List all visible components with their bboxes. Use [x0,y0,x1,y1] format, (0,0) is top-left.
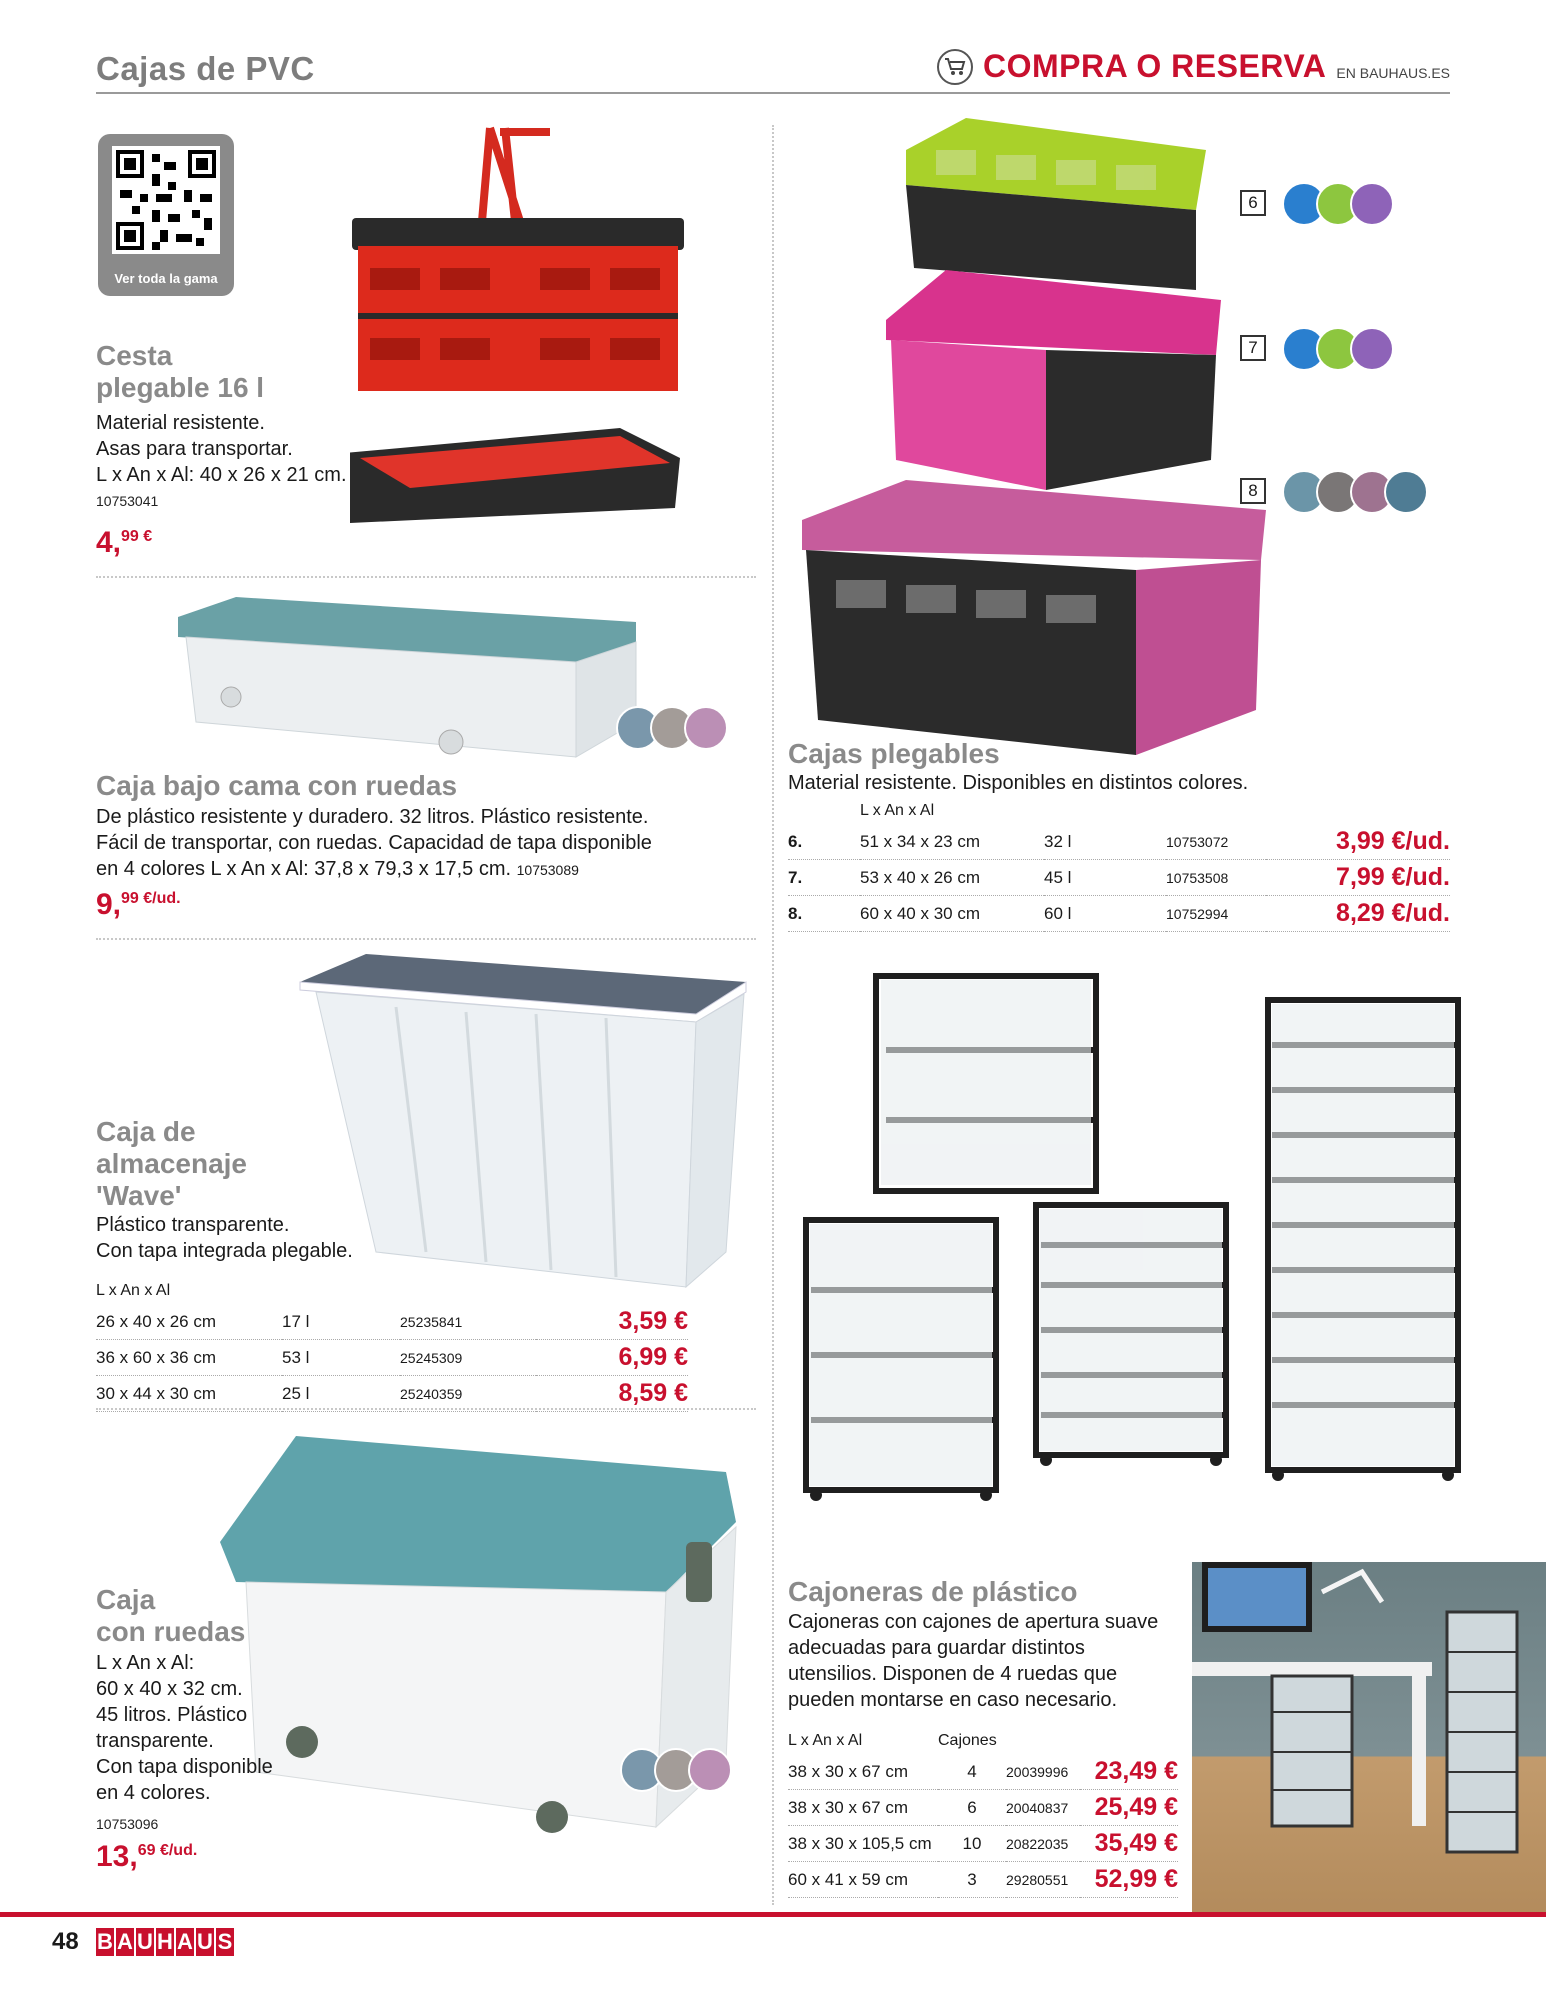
ruedas-code: 10753096 [96,1816,159,1832]
swatch-teal[interactable] [1384,470,1428,514]
ruedas-desc-6: en 4 colores. [96,1782,211,1804]
plegables-title: Cajas plegables [788,738,1000,769]
cajas-plegables-image [796,110,1266,770]
caja-bajo-cama-image [176,592,646,767]
bajo-cama-code: 10753089 [516,862,579,878]
table-row [788,896,1450,932]
plegables-code: 10753508 [1166,860,1266,896]
compra-site: EN BAUHAUS.ES [1336,64,1450,81]
cesta-desc-3: L x An x Al: 40 x 26 x 21 cm. [96,464,347,486]
compra-label: COMPRA O RESERVA [982,48,1327,84]
bauhaus-logo[interactable]: B A U H A U S [97,1929,233,1954]
wave-title-3: 'Wave' [96,1180,182,1211]
divider [96,576,756,578]
wave-price: 6,99 € [536,1340,688,1376]
ruedas-desc-4: transparente. [96,1730,214,1752]
cajoneras-code: 20039996 [1006,1754,1080,1790]
ruedas-price-int: 13, [96,1840,138,1873]
cajoneras-desc-2: adecuadas para guardar distintos [788,1637,1085,1659]
cesta-code: 10753041 [96,493,159,509]
ruedas-desc-3: 45 litros. Plástico [96,1704,248,1726]
qr-label: Ver toda la gama [114,271,218,286]
variant-7-number: 7 [1240,335,1266,361]
table-row [788,1826,1178,1862]
swatch-purple[interactable] [1350,182,1394,226]
cajoneras-count: 10 [938,1826,1006,1862]
cajoneras-count: 6 [938,1790,1006,1826]
qr-card[interactable] [98,134,234,296]
wave-dim: 30 x 44 x 30 cm [96,1376,282,1412]
cesta-desc-2: Asas para transportar. [96,438,293,460]
cajoneras-dim: 60 x 41 x 59 cm [788,1862,938,1898]
column-divider [772,125,774,1905]
caja-wave-image [296,952,756,1292]
wave-code: 25235841 [400,1304,536,1340]
plegables-desc: Material resistente. Disponibles en distintos colores. [788,772,1249,794]
plegables-vol: 45 l [1044,860,1166,896]
wave-dim: 26 x 40 x 26 cm [96,1304,282,1340]
wave-dim: 36 x 60 x 36 cm [96,1340,282,1376]
cajoneras-count: 4 [938,1754,1006,1790]
wave-vol: 53 l [282,1340,400,1376]
plegables-dim: 51 x 34 x 23 cm [860,824,1044,860]
divider [96,938,756,940]
ruedas-price [96,1840,197,1874]
divider [96,1408,756,1410]
compra-banner[interactable] [937,48,1450,85]
cajoneras-count: 3 [938,1862,1006,1898]
plegables-table [788,802,1450,932]
cajoneras-price: 52,99 € [1080,1862,1178,1898]
cajoneras-title: Cajoneras de plástico [788,1576,1078,1607]
cajoneras-dim: 38 x 30 x 67 cm [788,1754,938,1790]
page-number: 48 [52,1928,79,1955]
wave-table-header: L x An x Al [96,1282,171,1299]
cajoneras-header-cajones: Cajones [938,1732,997,1749]
cajoneras-header-dim: L x An x Al [788,1732,863,1749]
ruedas-title-1: Caja [96,1584,156,1615]
footer-rule [0,1912,1546,1917]
table-row [788,860,1450,896]
plegables-price: 7,99 €/ud. [1266,860,1450,896]
ruedas-desc-2: 60 x 40 x 32 cm. [96,1678,243,1700]
bajo-cama-title: Caja bajo cama con ruedas [96,770,458,801]
plegables-dim: 60 x 40 x 30 cm [860,896,1044,932]
wave-vol: 25 l [282,1376,400,1412]
wave-title-1: Caja de [96,1116,196,1147]
table-row [788,824,1450,860]
bajo-cama-price-int: 9, [96,888,122,921]
qr-code-icon [112,146,220,254]
table-row [96,1340,688,1376]
wave-code: 25245309 [400,1340,536,1376]
variant-6-swatches [1292,182,1394,226]
plegables-vol: 60 l [1044,896,1166,932]
cajoneras-price: 35,49 € [1080,1826,1178,1862]
bajo-cama-swatches [626,706,728,750]
ruedas-swatches [630,1748,732,1792]
room-photo [1192,1562,1546,1916]
bajo-cama-price [96,888,181,922]
cesta-price-int: 4, [96,526,122,559]
wave-vol: 17 l [282,1304,400,1340]
cajoneras-price: 23,49 € [1080,1754,1178,1790]
table-row [788,1862,1178,1898]
cesta-title-2: plegable 16 l [96,372,265,403]
wave-desc-1: Plástico transparente. [96,1214,290,1236]
swatch-pink[interactable] [684,706,728,750]
bajo-cama-price-dec: 99 €/ud. [121,890,181,907]
plegables-price: 8,29 €/ud. [1266,896,1450,932]
cesta-price-dec: 99 € [121,528,153,545]
wave-table [96,1282,688,1412]
cajoneras-table [788,1732,1178,1898]
ruedas-price-dec: 69 €/ud. [137,1842,198,1859]
cesta-price [96,526,152,560]
variant-8-swatches [1292,470,1428,514]
cesta-plegable-image [350,118,690,558]
header-rule [96,92,1450,94]
ruedas-desc-5: Con tapa disponible [96,1756,273,1778]
cajoneras-code: 20822035 [1006,1826,1080,1862]
ruedas-desc-1: L x An x Al: [96,1652,195,1674]
bajo-cama-desc-2: Fácil de transportar, con ruedas. Capacidad de tapa disponible [96,832,652,854]
row-number: 7. [788,860,860,896]
ruedas-title-2: con ruedas [96,1616,246,1647]
row-number: 8. [788,896,860,932]
row-number: 6. [788,824,860,860]
plegables-dim: 53 x 40 x 26 cm [860,860,1044,896]
page-title: Cajas de PVC [96,50,315,87]
wave-price: 8,59 € [536,1376,688,1412]
table-row [96,1376,688,1412]
table-row [788,1754,1178,1790]
plegables-price: 3,99 €/ud. [1266,824,1450,860]
swatch-purple[interactable] [1350,327,1394,371]
cajoneras-code: 20040837 [1006,1790,1080,1826]
plegables-table-header: L x An x Al [860,802,935,819]
bajo-cama-desc-3-text: en 4 colores L x An x Al: 37,8 x 79,3 x 17,5 cm. [96,858,512,880]
wave-title-2: almacenaje [96,1148,247,1179]
cesta-desc-1: Material resistente. [96,412,265,434]
cajoneras-code: 29280551 [1006,1862,1080,1898]
table-row [788,1790,1178,1826]
cajoneras-dim: 38 x 30 x 105,5 cm [788,1826,938,1862]
plegables-vol: 32 l [1044,824,1166,860]
wave-desc-2: Con tapa integrada plegable. [96,1240,353,1262]
wave-price: 3,59 € [536,1304,688,1340]
plegables-code: 10752994 [1166,896,1266,932]
cajoneras-desc-4: pueden montarse en caso necesario. [788,1689,1118,1711]
variant-6-number: 6 [1240,190,1266,216]
variant-7-swatches [1292,327,1394,371]
cesta-title-1: Cesta [96,340,173,371]
wave-code: 25240359 [400,1376,536,1412]
table-row [96,1304,688,1340]
cajoneras-desc-1: Cajoneras con cajones de apertura suave [788,1611,1159,1633]
cajoneras-dim: 38 x 30 x 67 cm [788,1790,938,1826]
cajoneras-price: 25,49 € [1080,1790,1178,1826]
cajoneras-desc-3: utensilios. Disponen de 4 ruedas que [788,1663,1118,1685]
bajo-cama-desc-3 [96,856,579,883]
cajoneras-image [796,970,1466,1510]
plegables-code: 10753072 [1166,824,1266,860]
swatch-pink[interactable] [688,1748,732,1792]
cart-icon [937,49,973,85]
bajo-cama-desc-1: De plástico resistente y duradero. 32 litros. Plástico resistente. [96,806,649,828]
variant-8-number: 8 [1240,478,1266,504]
